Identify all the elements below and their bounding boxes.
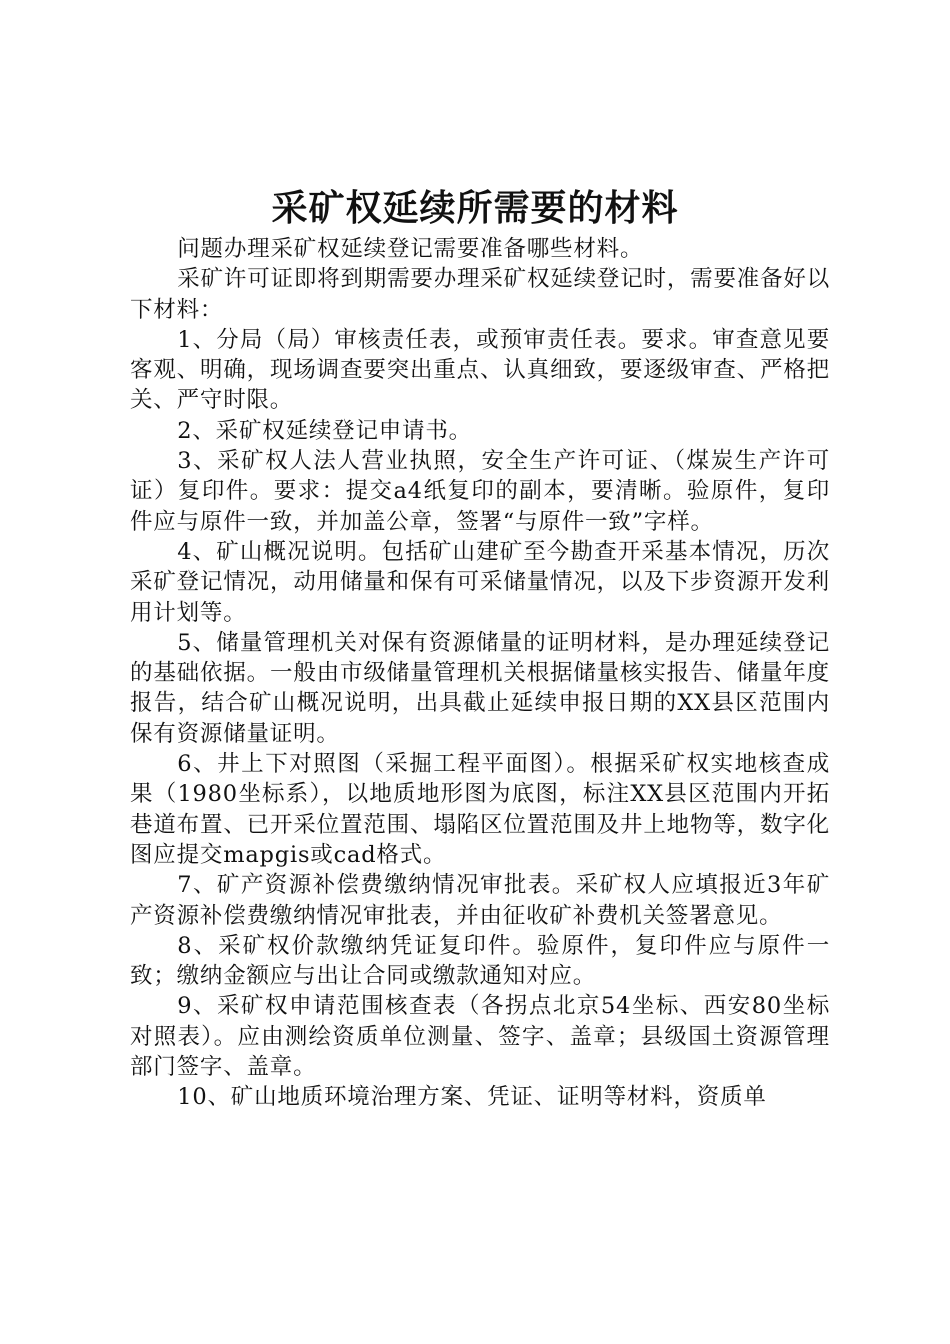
paragraph-item-10: 10、矿山地质环境治理方案、凭证、证明等材料，资质单 <box>177 1084 767 1111</box>
paragraph-item-2: 2、采矿权延续登记申请书。 <box>177 417 472 444</box>
paragraph-item-6: 6、井上下对照图（采掘工程平面图）。根据采矿权实地核查成果（1980坐标系），以地质地形图为底图，标注XX县区范围内开拓巷道布置、已开采位置范围、塌陷区位置范围及井上地物等，数字化图应提交mapgis或cad格式。 <box>130 751 830 868</box>
paragraph-item-5: 5、储量管理机关对保有资源储量的证明材料，是办理延续登记的基础依据。一般由市级储量管理机关根据储量核实报告、储量年度报告，结合矿山概况说明，出具截止延续申报日期的XX县区范围内保有资源储量证明。 <box>130 629 830 747</box>
paragraph-item-1: 1、分局（局）审核责任表，或预审责任表。要求。审查意见要客观、明确，现场调查要突出重点、认真细致，要逐级审查、严格把关、严守时限。 <box>130 326 830 414</box>
paragraph-item-8: 8、采矿权价款缴纳凭证复印件。验原件，复印件应与原件一致；缴纳金额应与出让合同或缴款通知对应。 <box>130 932 830 990</box>
document-title: 采矿权延续所需要的材料 <box>271 187 679 229</box>
paragraph-intro: 采矿许可证即将到期需要办理采矿权延续登记时，需要准备好以下材料： <box>130 266 830 323</box>
document-body <box>130 234 830 1113</box>
paragraph-item-9: 9、采矿权申请范围核查表（各拐点北京54坐标、西安80坐标对照表）。应由测绘资质单位测量、签字、盖章；县级国土资源管理部门签字、盖章。 <box>130 993 830 1081</box>
paragraph-item-4: 4、矿山概况说明。包括矿山建矿至今勘查开采基本情况，历次采矿登记情况，动用储量和保有可采储量情况，以及下步资源开发利用计划等。 <box>130 538 830 626</box>
paragraph-question: 问题办理采矿权延续登记需要准备哪些材料。 <box>177 236 644 262</box>
paragraph-item-7: 7、矿产资源补偿费缴纳情况审批表。采矿权人应填报近3年矿产资源补偿费缴纳情况审批表，并由征收矿补费机关签署意见。 <box>130 872 830 929</box>
paragraph-item-3: 3、采矿权人法人营业执照，安全生产许可证、（煤炭生产许可证）复印件。要求：提交a4纸复印的副本，要清晰。验原件，复印件应与原件一致，并加盖公章，签署“与原件一致”字样。 <box>130 448 830 535</box>
